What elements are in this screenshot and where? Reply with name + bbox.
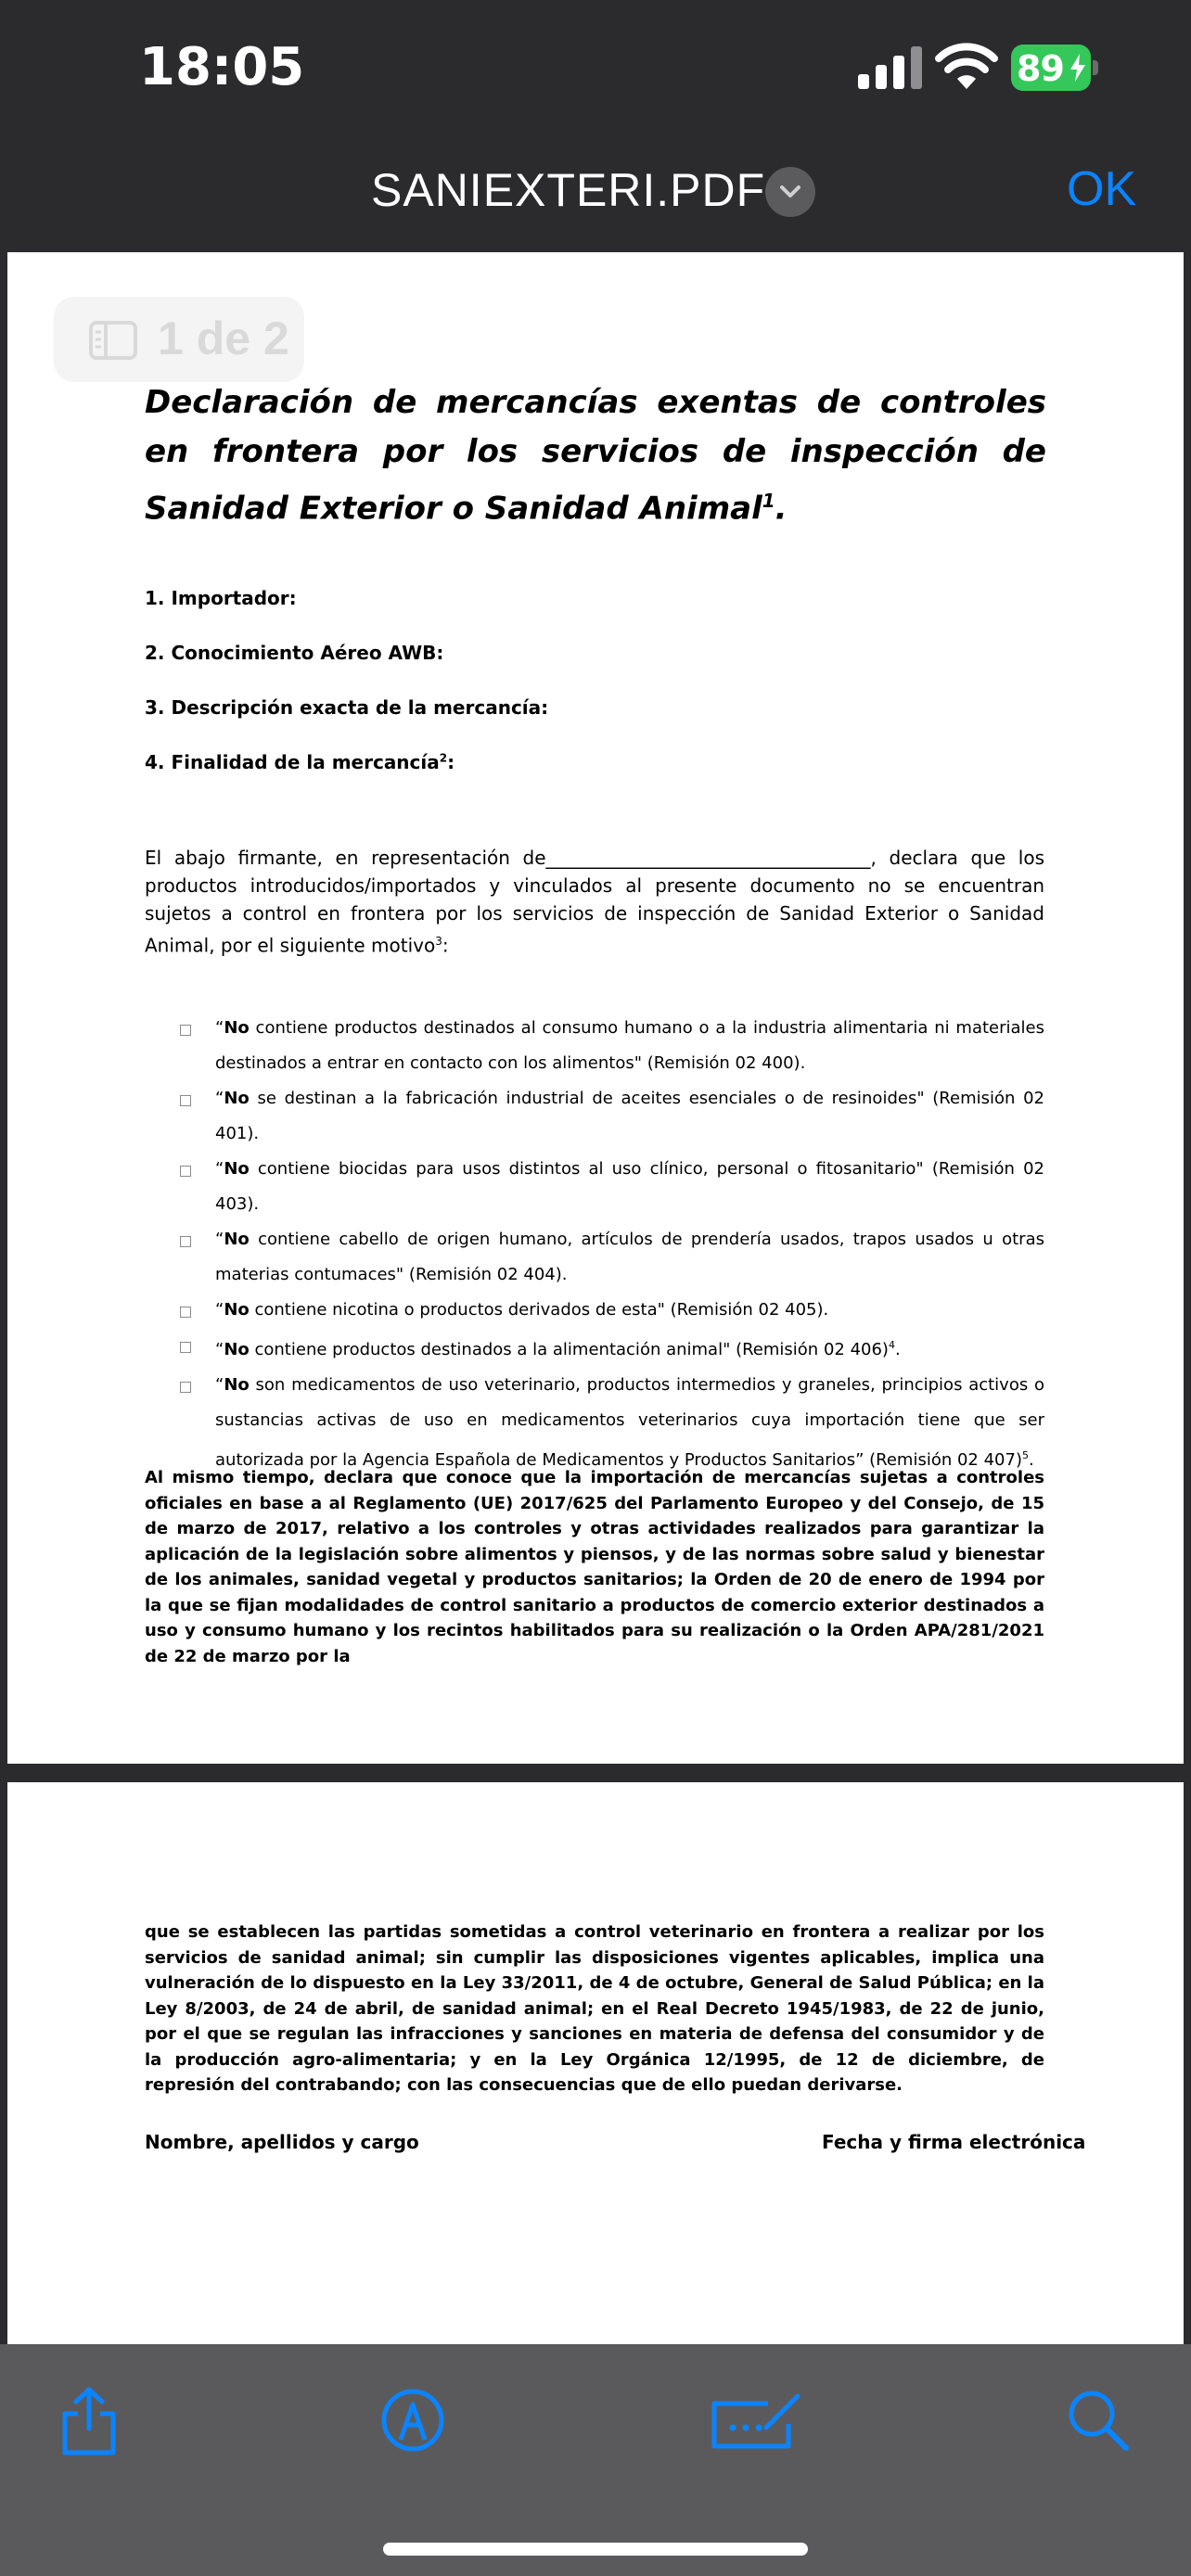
reason-footnote: 4 [888, 1339, 895, 1351]
checkbox[interactable] [180, 1166, 191, 1177]
reason-bold: No [224, 1300, 250, 1320]
signature-date-label: Fecha y firma electrónica [822, 2131, 1086, 2153]
status-bar [0, 0, 1191, 139]
battery-charging-icon [1011, 45, 1100, 91]
intro-paragraph [145, 844, 1044, 960]
reason-quote: “ [215, 1375, 224, 1395]
reason-quote: “ [215, 1230, 224, 1249]
checkbox[interactable] [180, 1095, 191, 1106]
reason-text: contiene productos destinados al consumo humano o a la industria alimentaria ni materiales destinados a entrar en contacto con los alimentos" (Remisión 02 400). [215, 1018, 1044, 1073]
intro-end: : [442, 934, 449, 957]
reason-text: se destinan a la fabricación industrial de aceites esenciales o de resinoides" (Remisión 02 401). [215, 1089, 1044, 1143]
bottom-toolbar [0, 2344, 1191, 2576]
field-finalidad-suffix: : [447, 751, 455, 773]
charging-bolt-icon [1069, 54, 1087, 82]
reason-text: son medicamentos de uso veterinario, productos intermedios y graneles, principios activos o sustancias activas de uso en medicamentos veterinarios cuya importación tiene que ser autorizada por la Agencia Española de Medicamentos y Productos Sanitarios” (Remisión 02 407) [215, 1375, 1044, 1470]
signature-icon[interactable] [711, 2391, 803, 2450]
field-awb: 2. Conocimiento Aéreo AWB: [145, 642, 444, 664]
title-menu-button[interactable] [765, 167, 815, 217]
reason-quote: “ [215, 1159, 224, 1179]
share-icon[interactable] [58, 2386, 121, 2456]
markup-icon[interactable] [380, 2388, 445, 2453]
reason-quote: “ [215, 1340, 224, 1359]
done-button[interactable]: OK [1067, 162, 1137, 216]
reason-bold: No [224, 1018, 250, 1038]
reasons-list [176, 1011, 1044, 1478]
sidebar-icon [89, 321, 137, 360]
battery-level: 89 [1017, 48, 1064, 89]
reason-bold: No [224, 1230, 250, 1249]
search-icon[interactable] [1067, 2389, 1130, 2452]
declaration-paragraph-2: que se establecen las partidas sometidas a control veterinario en frontera a realizar por los servicios de sanidad animal; sin cumplir las disposiciones vigentes aplicables, implica una vulneración de lo dispuesto en la Ley 33/2011, de 4 de octubre, General de Salud Pública; en la Ley 8/2003, de 24 de abril, de sanidad animal; en el Real Decreto 1945/1983, de 22 de junio, por el que se regulan las infracciones y sanciones en materia de defensa del consumidor y de la producción agro-alimentaria; y en la Ley Orgánica 12/1995, de 12 de diciembre, de represión del contrabando; con las consecuencias que de ello puedan derivarse. [145, 1922, 1044, 2095]
reason-text: contiene nicotina o productos derivados de esta" (Remisión 02 405). [249, 1300, 829, 1320]
reason-item [176, 1222, 1044, 1293]
reason-quote: “ [215, 1089, 224, 1108]
reason-quote: “ [215, 1300, 224, 1320]
reason-text: contiene biocidas para usos distintos al uso clínico, personal o fitosanitario" (Remisión 02 403). [215, 1159, 1044, 1214]
field-finalidad [145, 751, 455, 773]
intro-text: El abajo firmante, en representación de___________________________________, declara que los productos introducidos/importados y vinculados al presente documento no se encuentran sujetos a control en frontera por los servicios de inspección de Sanidad Exterior o Sanidad Animal, por el siguiente motivo [145, 847, 1044, 957]
status-time: 18:05 [139, 37, 305, 97]
checkbox[interactable] [180, 1382, 191, 1393]
reason-item [176, 1328, 1044, 1368]
cellular-signal-icon [858, 46, 923, 89]
checkbox[interactable] [180, 1236, 191, 1247]
reason-bold: No [224, 1089, 250, 1108]
reason-quote: “ [215, 1018, 224, 1038]
reason-item [176, 1011, 1044, 1081]
reason-text: contiene productos destinados a la alimentación animal" (Remisión 02 406) [249, 1340, 889, 1359]
reason-item [176, 1081, 1044, 1152]
field-importador: 1. Importador: [145, 587, 297, 609]
reason-bold: No [224, 1375, 250, 1395]
declaration-paragraph-1: Al mismo tiempo, declara que conoce que la importación de mercancías sujetas a controles oficiales en base a al Reglamento (UE) 2017/625 del Parlamento Europeo y del Consejo, de 15 de marzo de 2017, relativo a los controles y otras actividades realizados para garantizar la aplicación de la legislación sobre alimentos y piensos, y de las normas sobre salud y bienestar de los animales, sanidad vegetal y productos sanitarios; la Orden de 20 de enero de 1994 por la que se fijan modalidades de control sanitario a productos de comercio exterior destinados a uso y consumo humano y los recintos habilitados para su realización o la Orden APA/281/2021 de 22 de marzo por la [145, 1468, 1044, 1666]
heading-text: Declaración de mercancías exentas de controles en frontera por los servicios de inspección de Sanidad Exterior o Sanidad Animal [145, 384, 1046, 528]
battery-nub [1093, 60, 1098, 75]
signature-name-label: Nombre, apellidos y cargo [145, 2131, 419, 2153]
reason-item [176, 1368, 1044, 1478]
reason-end: . [894, 1340, 901, 1359]
page-indicator-text: 1 de 2 [158, 312, 289, 364]
checkbox[interactable] [180, 1307, 191, 1318]
reason-item [176, 1293, 1044, 1328]
reason-bold: No [224, 1159, 250, 1179]
reason-item [176, 1152, 1044, 1222]
checkbox[interactable] [180, 1342, 191, 1353]
field-finalidad-footnote: 2 [439, 751, 448, 765]
reason-text: contiene cabello de origen humano, artículos de prendería usados, trapos usados u otras materias contumaces" (Remisión 02 404). [215, 1230, 1044, 1284]
field-finalidad-label: 4. Finalidad de la mercancía [145, 751, 440, 773]
intro-footnote: 3 [435, 935, 442, 948]
reason-footnote: 5 [1021, 1449, 1029, 1461]
home-indicator[interactable] [383, 2543, 808, 2556]
field-descripcion: 3. Descripción exacta de la mercancía: [145, 696, 549, 719]
chevron-down-icon [779, 185, 801, 199]
heading-end: . [775, 490, 788, 528]
document-title[interactable]: SANIEXTERI.PDF [371, 164, 766, 216]
reason-bold: No [224, 1340, 250, 1359]
checkbox[interactable] [180, 1025, 191, 1036]
document-heading [145, 378, 1046, 533]
heading-footnote: 1 [762, 490, 775, 512]
reason-end: . [1028, 1450, 1034, 1470]
wifi-icon [935, 43, 998, 91]
